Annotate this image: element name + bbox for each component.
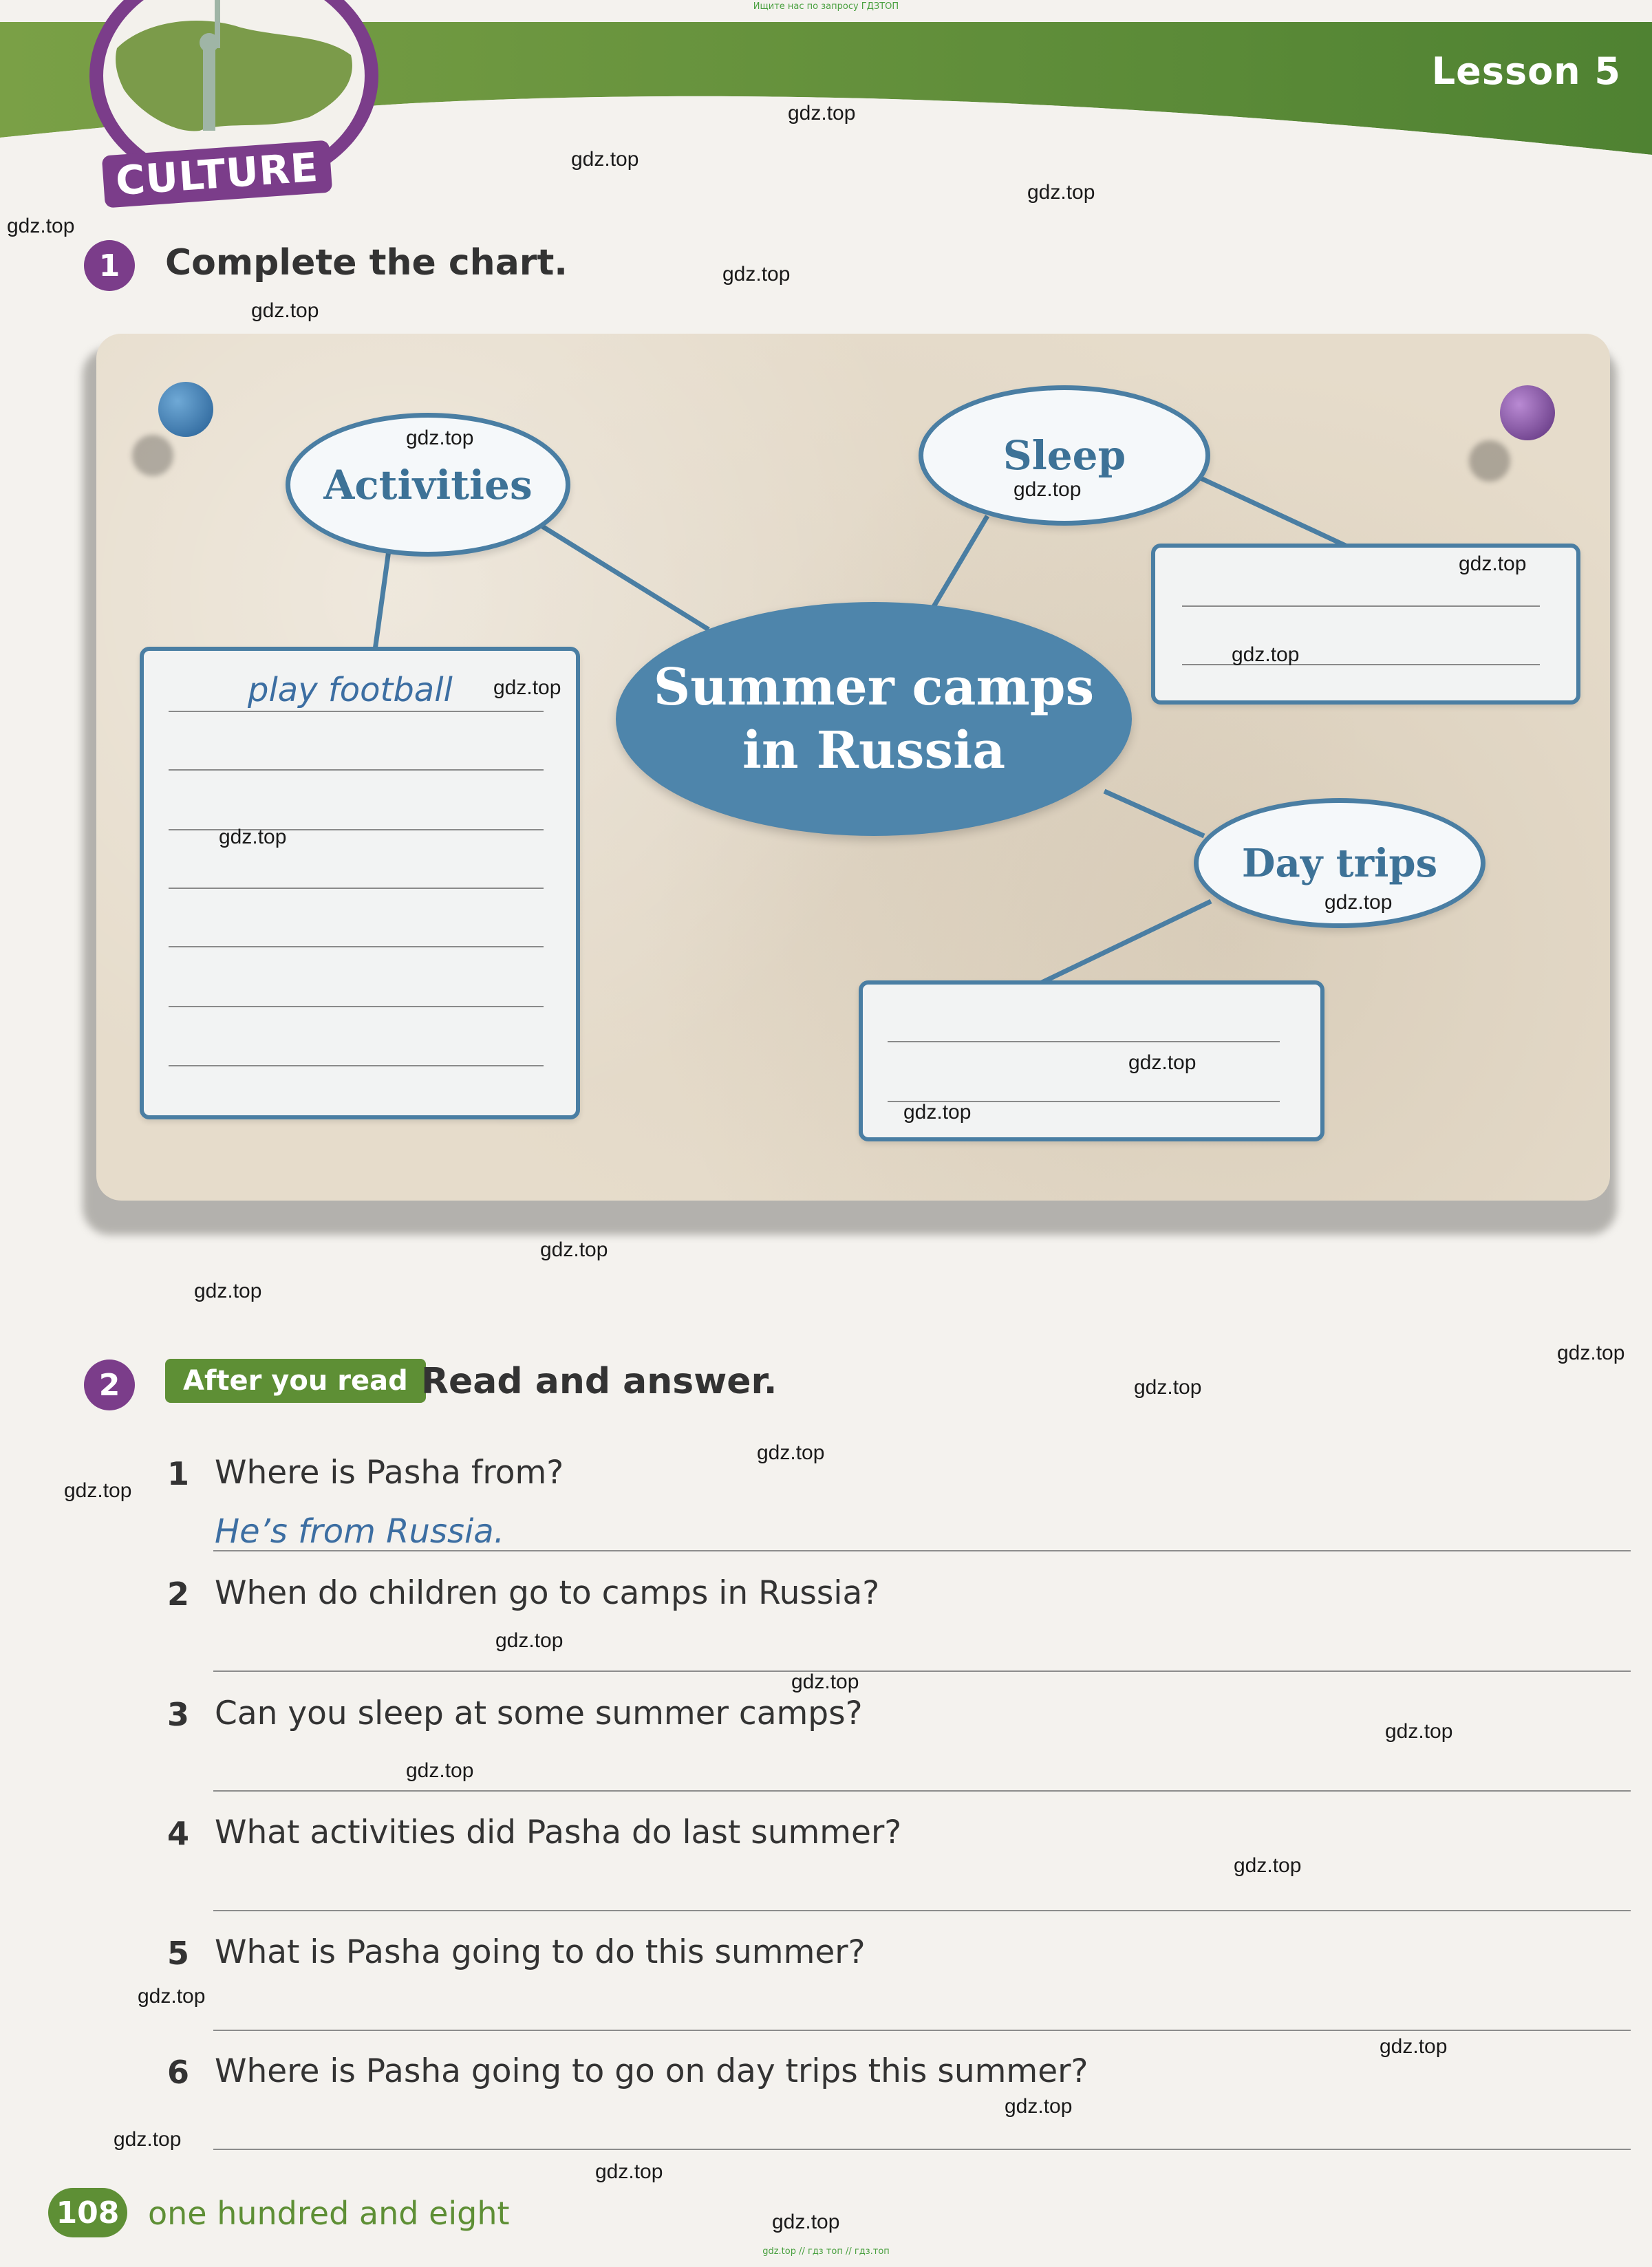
activities-oval: Activities	[286, 413, 570, 557]
answer-line[interactable]	[169, 711, 544, 712]
question-number: 4	[167, 1815, 190, 1852]
question-number: 2	[167, 1576, 190, 1613]
culture-badge-label: CULTURE	[102, 140, 332, 208]
exercise-1-number: 1	[84, 240, 135, 291]
watermark: gdz.top	[1128, 1051, 1197, 1074]
watermark: gdz.top	[1134, 1376, 1202, 1399]
answer-line[interactable]	[213, 1910, 1631, 1911]
answer-line[interactable]	[169, 769, 544, 771]
watermark: gdz.top	[1380, 2035, 1448, 2058]
center-line-1: Summer camps	[653, 658, 1095, 717]
question-text: Where is Pasha going to go on day trips this summer?	[215, 2052, 1088, 2090]
watermark: gdz.top	[1385, 1720, 1453, 1743]
watermark: gdz.top	[1027, 181, 1095, 204]
day-trips-oval: Day trips	[1194, 798, 1485, 928]
pin-shadow	[1469, 440, 1510, 482]
page-number: 108	[48, 2188, 127, 2237]
answer-line[interactable]	[169, 1065, 544, 1066]
question-1-answer: He’s from Russia.	[215, 1512, 504, 1551]
answer-line[interactable]	[888, 1041, 1280, 1042]
watermark: gdz.top	[1557, 1342, 1625, 1364]
blue-pin-icon	[158, 382, 213, 437]
question-number: 6	[167, 2054, 190, 2091]
pin-shadow	[132, 435, 173, 476]
answer-line[interactable]	[213, 1550, 1631, 1551]
watermark: gdz.top	[1234, 1854, 1302, 1877]
answer-line[interactable]	[213, 1670, 1631, 1672]
question-number: 5	[167, 1935, 190, 1972]
page-number-words: one hundred and eight	[148, 2195, 510, 2232]
answer-line[interactable]	[169, 946, 544, 947]
watermark: gdz.top	[772, 2211, 840, 2233]
activities-example-answer: play football	[248, 671, 453, 709]
question-text: When do children go to camps in Russia?	[215, 1574, 880, 1612]
answer-line[interactable]	[1182, 605, 1540, 607]
question-text: Where is Pasha from?	[215, 1454, 564, 1492]
activities-box	[140, 647, 580, 1119]
watermark: gdz.top	[493, 676, 561, 699]
answer-line[interactable]	[169, 1006, 544, 1007]
answer-line[interactable]	[213, 2149, 1631, 2150]
question-number: 3	[167, 1696, 190, 1733]
question-text: Can you sleep at some summer camps?	[215, 1695, 863, 1732]
center-oval	[616, 602, 1132, 836]
lesson-label: Lesson 5	[1431, 50, 1621, 93]
purple-pin-icon	[1500, 385, 1555, 440]
top-note: Ищите нас по запросу ГДЗТОП	[753, 1, 899, 12]
watermark: gdz.top	[114, 2128, 182, 2151]
bottom-note: gdz.top // гдз топ // гдз.топ	[762, 2246, 890, 2257]
center-line-2: in Russia	[742, 721, 1006, 780]
question-text: What activities did Pasha do last summer?	[215, 1814, 902, 1851]
watermark: gdz.top	[791, 1670, 859, 1693]
watermark: gdz.top	[406, 1759, 474, 1782]
watermark: gdz.top	[1005, 2095, 1073, 2118]
watermark: gdz.top	[64, 1479, 132, 1502]
watermark: gdz.top	[595, 2160, 663, 2183]
watermark: gdz.top	[138, 1985, 206, 2008]
after-you-read-tag: After you read	[165, 1359, 426, 1403]
watermark: gdz.top	[1324, 891, 1393, 914]
exercise-2-instruction: Read and answer.	[421, 1361, 777, 1402]
answer-line[interactable]	[169, 888, 544, 889]
watermark: gdz.top	[722, 263, 791, 286]
watermark: gdz.top	[788, 102, 856, 125]
watermark: gdz.top	[1459, 552, 1527, 575]
question-number: 1	[167, 1455, 190, 1492]
watermark: gdz.top	[251, 299, 319, 322]
exercise-1-instruction: Complete the chart.	[165, 242, 568, 283]
exercise-2-number: 2	[84, 1360, 135, 1410]
watermark: gdz.top	[571, 148, 639, 171]
watermark: gdz.top	[1013, 478, 1082, 501]
watermark: gdz.top	[406, 427, 474, 449]
question-text: What is Pasha going to do this summer?	[215, 1933, 866, 1971]
watermark: gdz.top	[194, 1280, 262, 1302]
sleep-oval: Sleep	[919, 385, 1210, 526]
watermark: gdz.top	[903, 1101, 972, 1124]
watermark: gdz.top	[495, 1629, 564, 1652]
watermark: gdz.top	[1232, 643, 1300, 666]
answer-line[interactable]	[213, 2030, 1631, 2031]
answer-line[interactable]	[213, 1790, 1631, 1792]
watermark: gdz.top	[757, 1441, 825, 1464]
watermark: gdz.top	[540, 1238, 608, 1261]
watermark: gdz.top	[7, 215, 75, 237]
watermark: gdz.top	[219, 826, 287, 848]
